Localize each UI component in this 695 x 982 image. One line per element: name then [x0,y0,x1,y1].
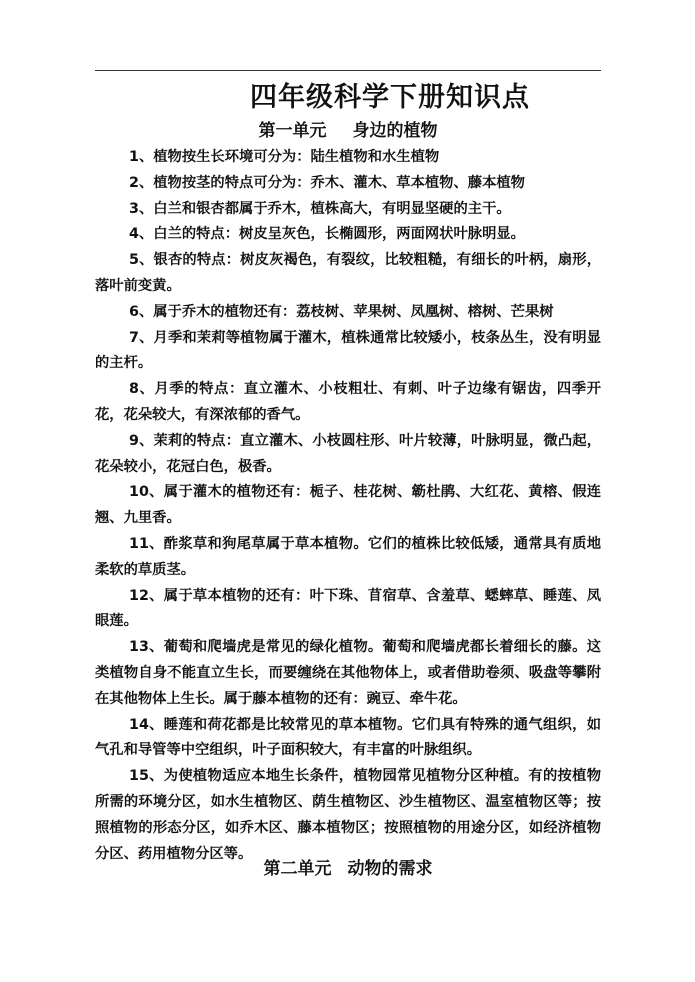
list-item: 8、月季的特点：直立灌木、小枝粗壮、有刺、叶子边缘有锯齿，四季开花，花朵较大，有深浓郁的香气。 [95,381,601,423]
unit-1-heading [95,118,601,144]
unit-2-label: 第二单元 [263,859,332,879]
list-item: 11、酢浆草和狗尾草属于草本植物。它们的植株比较低矮，通常具有质地柔软的草质茎。 [95,535,601,578]
list-item: 6、属于乔木的植物还有：荔枝树、苹果树、凤凰树、榕树、芒果树 [129,303,554,320]
header-rule [95,70,601,71]
document-title: 四年级科学下册知识点 [250,82,530,113]
list-item: 4、白兰的特点：树皮呈灰色，长椭圆形，两面网状叶脉明显。 [129,226,525,243]
list-item: 7、月季和茉莉等植物属于灌木，植株通常比较矮小，枝条丛生，没有明显的主杆。 [95,329,601,372]
list-item: 9、茉莉的特点：直立灌木、小枝圆柱形、叶片较薄，叶脉明显，微凸起，花朵较小，花冠白色，极香。 [95,432,601,475]
unit-1-label: 第一单元 [258,121,327,141]
unit-2-name: 动物的需求 [347,859,433,879]
list-item: 12、属于草本植物的还有：叶下珠、苜宿草、含羞草、蟋蟀草、睡莲、凤眼莲。 [95,587,601,630]
list-item: 13、葡萄和爬墙虎是常见的绿化植物。葡萄和爬墙虎都长着细长的藤。这类植物自身不能直立生长，而要缠绕在其他物体上，或者借助卷须、吸盘等攀附在其他物体上生长。属于藤本植物的还有：豌豆、牵牛花。 [95,639,601,707]
unit-2-heading [95,856,601,882]
knowledge-list [95,145,601,867]
list-item: 15、为使植物适应本地生长条件，植物园常见植物分区种植。有的按植物所需的环境分区，如水生植物区、荫生植物区、沙生植物区、温室植物区等；按照植物的形态分区，如乔木区、藤本植物区；按照植物的用途分区，如经济植物分区、药用植物分区等。 [95,768,601,862]
list-item: 10、属于灌木的植物还有：栀子、桂花树、簕杜鹃、大红花、黄榕、假连翘、九里香。 [95,484,601,527]
list-item: 1、植物按生长环境可分为：陆生植物和水生植物 [129,149,440,165]
list-item: 5、银杏的特点：树皮灰褐色，有裂纹，比较粗糙，有细长的叶柄，扇形，落叶前变黄。 [95,252,601,294]
list-item: 14、睡莲和荷花都是比较常见的草本植物。它们具有特殊的通气组织，如气孔和导管等中空组织，叶子面积较大，有丰富的叶脉组织。 [95,716,601,759]
list-item: 3、白兰和银杏都属于乔木，植株高大，有明显坚硬的主干。 [129,200,511,217]
list-item: 2、植物按茎的特点可分为：乔木、灌木、草本植物、藤本植物 [129,174,525,191]
unit-1-name: 身边的植物 [352,121,438,141]
